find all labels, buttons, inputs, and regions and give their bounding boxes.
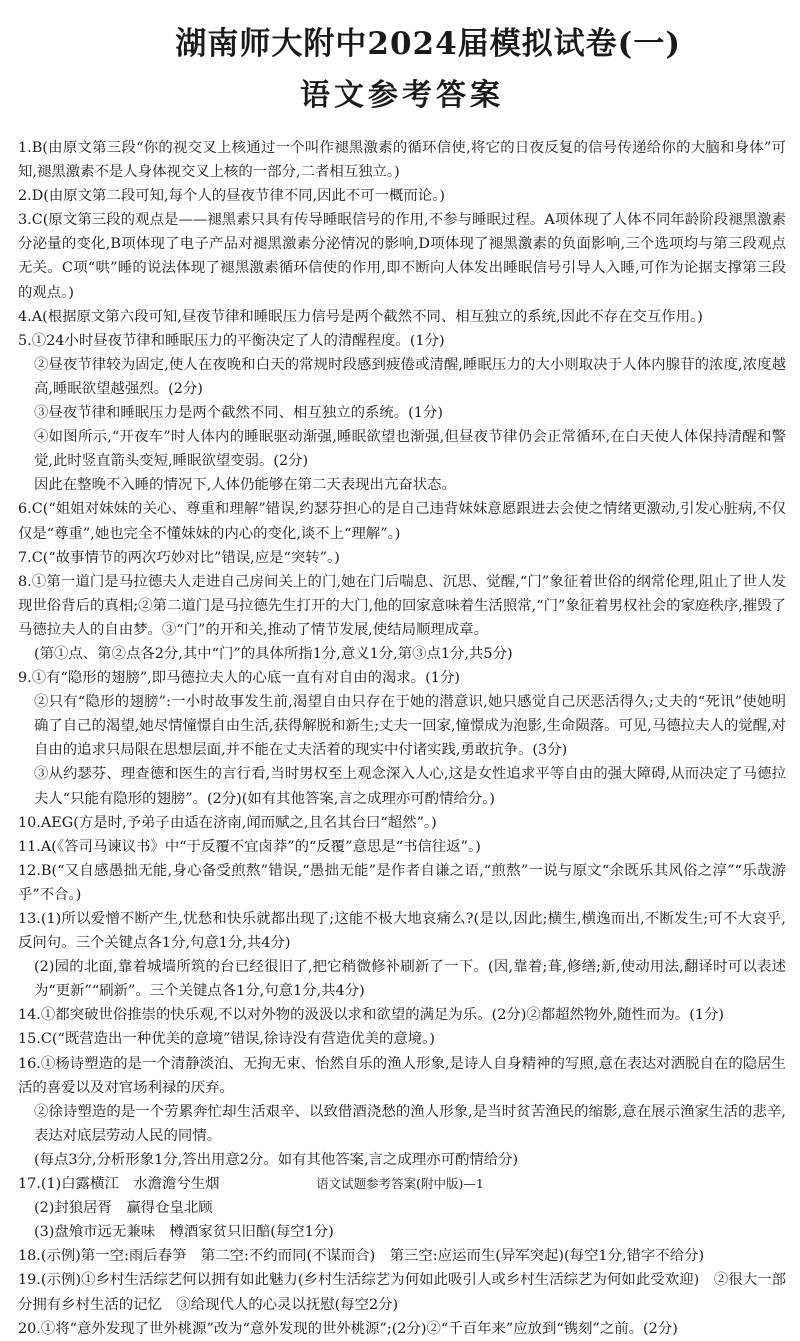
page-footer: 语文试题参考答案(附中版)—1 xyxy=(316,1176,484,1191)
answer-main-line xyxy=(18,666,786,690)
answer-text: (1)所以爱憎不断产生,忧愁和快乐就都出现了;这能不极大地哀痛么?(是以,因此;横生,横逸而出,不断发生;可不大哀乎,反问句。三个关键点各1分,句意1分,共4分) xyxy=(18,911,786,952)
answer-number: 20. xyxy=(18,1320,41,1337)
answer-text: ①杨诗塑造的是一个清静淡泊、无拘无束、怡然自乐的渔人形象,是诗人自身精神的写照,意在表达对洒脱自在的隐居生活的喜爱以及对官场利禄的厌弃。 xyxy=(18,1055,786,1096)
answer-main-line xyxy=(18,570,786,642)
answer-sub-line: (2)园的北面,靠着城墙所筑的台已经很旧了,把它稍微修补刷新了一下。(因,靠着;葺,修缮;新,使动用法,翻译时可以表述为“更新”“刷新”。三个关键点各1分,句意1分,共4分) xyxy=(34,959,786,1000)
answer-number: 16. xyxy=(18,1055,41,1072)
answer-text: (示例)①乡村生活综艺何以拥有如此魅力(乡村生活综艺为何如此吸引人或乡村生活综艺为何如此受欢迎) ②很大一部分拥有乡村生活的记忆 ③给现代人的心灵以抚慰(每空2分) xyxy=(18,1272,786,1313)
answer-main-line xyxy=(18,1268,786,1316)
answer-item xyxy=(18,329,786,498)
answer-text: A(《答司马谏议书》中“于反覆不宜卤莽”的“反覆”意思是“书信往返”。) xyxy=(40,838,481,855)
answer-number: 12. xyxy=(18,862,41,879)
answer-main-line xyxy=(18,859,786,907)
answer-text: D(由原文第二段可知,每个人的昼夜节律不同,因此不可一概而论。) xyxy=(31,188,445,205)
answer-item xyxy=(18,859,786,907)
answer-number: 11. xyxy=(18,838,41,855)
answer-number: 2. xyxy=(18,188,32,205)
answer-list xyxy=(18,136,786,1341)
answer-main-line xyxy=(18,811,786,835)
answer-number: 3. xyxy=(18,212,32,229)
answer-item xyxy=(18,546,786,570)
answer-item xyxy=(18,907,786,1003)
answer-main-line xyxy=(18,1003,786,1027)
answer-text: ①都突破世俗推崇的快乐观,不以对外物的汲汲以求和欲望的满足为乐。(2分)②都超然物外,随性而为。(1分) xyxy=(40,1007,724,1024)
answer-text: B(由原文第三段“你的视交叉上核通过一个叫作褪黑激素的循环信使,将它的日夜反复的信号传递给你的大脑和身体”可知,褪黑激素不是人身体视交叉上核的一部分,二者相互独立。) xyxy=(18,140,786,181)
answer-text: ①有“隐形的翅膀”,即马德拉夫人的心底一直有对自由的渴求。(1分) xyxy=(31,670,460,687)
answer-main-line xyxy=(18,1027,786,1051)
answer-text: A(根据原文第六段可知,昼夜节律和睡眠压力信号是两个截然不同、相互独立的系统,因此不存在交互作用。) xyxy=(31,308,703,325)
answer-item xyxy=(18,1027,786,1051)
answer-main-line xyxy=(18,305,786,329)
answer-number: 15. xyxy=(18,1031,41,1048)
answer-item xyxy=(18,184,786,208)
answer-item xyxy=(18,835,786,859)
answer-item xyxy=(18,1317,786,1341)
answer-main-line xyxy=(18,1317,786,1341)
answer-sub-line: (每点3分,分析形象1分,答出用意2分。如有其他答案,言之成理亦可酌情给分) xyxy=(34,1151,519,1168)
answer-text: ①将“意外发现了世外桃源”改为“意外发现的世外桃源”;(2分)②“千百年来”应放到“镌刻”之前。(2分) xyxy=(40,1320,678,1337)
answer-sub-line: ②只有“隐形的翅膀”:一小时故事发生前,渴望自由只存在于她的潜意识,她只感觉自己厌恶活得久;丈夫的“死讯”使她明确了自己的渴望,她尽情憧憬自由生活,获得解脱和新生;丈夫一回家,憧憬成为泡影,生命陨落。可见,马德拉夫人的觉醒,对自由的追求只局限在思想层面,并不能在丈夫活着的现实中付诸实践,勇敢抗争。(3分) xyxy=(34,694,786,759)
document-title: 语文参考答案 xyxy=(300,78,504,113)
answer-item xyxy=(18,666,786,811)
answer-number: 17. xyxy=(18,1176,41,1193)
answer-text: C(“既营造出一种优美的意境”错误,徐诗没有营造优美的意境。) xyxy=(40,1031,435,1048)
answer-sub-line: ③从约瑟芬、理查德和医生的言行看,当时男权至上观念深入人心,这是女性追求平等自由的强大障碍,从而决定了马德拉夫人“只能有隐形的翅膀”。(2分)(如有其他答案,言之成理亦可酌情给分。) xyxy=(34,766,786,807)
answer-number: 14. xyxy=(18,1007,41,1024)
answer-number: 9. xyxy=(18,670,32,687)
answer-main-line xyxy=(18,907,786,955)
answer-number: 10. xyxy=(18,814,41,831)
answer-main-line xyxy=(18,497,786,545)
answer-main-line xyxy=(18,208,786,304)
answer-item xyxy=(18,305,786,329)
answer-main-line xyxy=(18,329,786,353)
answer-sub-line: ④如图所示,“开夜车”时人体内的睡眠驱动渐强,睡眠欲望也渐强,但昼夜节律仍会正常循环,在白天使人体保持清醒和警觉,此时竖直箭头变短,睡眠欲望变弱。(2分) xyxy=(34,429,786,470)
answer-number: 8. xyxy=(18,573,32,590)
answer-item xyxy=(18,497,786,545)
answer-number: 19. xyxy=(18,1272,41,1289)
answer-number: 6. xyxy=(18,501,32,518)
answer-item xyxy=(18,1003,786,1027)
answer-item xyxy=(18,1052,786,1172)
answer-number: 5. xyxy=(18,332,32,349)
answer-item xyxy=(18,208,786,304)
answer-item xyxy=(18,811,786,835)
answer-main-line xyxy=(18,835,786,859)
answer-main-line xyxy=(18,184,786,208)
answer-text: C(“故事情节的两次巧妙对比”错误,应是“突转”。) xyxy=(31,549,340,566)
answer-number: 7. xyxy=(18,549,32,566)
answer-number: 18. xyxy=(18,1248,41,1265)
answer-main-line xyxy=(18,136,786,184)
answer-number: 4. xyxy=(18,308,32,325)
answer-text: C(原文第三段的观点是——褪黑素只具有传导睡眠信号的作用,不参与睡眠过程。A项体现了人体不同年龄阶段褪黑激素分泌量的变化,B项体现了电子产品对褪黑激素分泌情况的影响,D项体现了褪黑激素的负面影响,三个选项均与第三段观点无关。C项“哄”睡的说法体现了褪黑激素循环信使的作用,即不断向人体发出睡眠信号引导人入睡,可作为论据支撑第三段的观点。) xyxy=(18,212,786,301)
answer-sub-line: (3)盘飧市远无兼味 樽酒家贫只旧醅(每空1分) xyxy=(34,1224,334,1241)
answer-number: 1. xyxy=(18,140,32,156)
answer-main-line xyxy=(18,1052,786,1100)
answer-text: ①24小时昼夜节律和睡眠压力的平衡决定了人的清醒程度。(1分) xyxy=(31,332,445,349)
answer-number: 13. xyxy=(18,911,41,927)
answer-main-line xyxy=(18,1244,786,1268)
answer-sub-line: (2)封狼居胥 赢得仓皇北顾 xyxy=(34,1200,213,1217)
answer-text: AEG(方是时,予弟子由适在济南,闻而赋之,且名其台曰“超然”。) xyxy=(40,814,437,831)
answer-item xyxy=(18,1244,786,1268)
answer-item xyxy=(18,136,786,184)
answer-sub-line: ②昼夜节律较为固定,使人在夜晚和白天的常规时段感到疲倦或清醒,睡眠压力的大小则取决于人体内腺苷的浓度,浓度越高,睡眠欲望越强烈。(2分) xyxy=(34,356,786,397)
answer-item xyxy=(18,570,786,666)
answer-text: C(“姐姐对妹妹的关心、尊重和理解”错误,约瑟芬担心的是自己违背妹妹意愿跟进去会使之情绪更激动,引发心脏病,不仅仅是“尊重”,她也完全不懂妹妹的内心的变化,谈不上“理解”。) xyxy=(18,501,786,542)
answer-text: B(“又自感愚拙无能,身心备受煎熬”错误,“愚拙无能”是作者自谦之语,“煎熬”一说与原文“余既乐其风俗之淳”“乐哉游乎”不合。) xyxy=(18,862,786,903)
answer-sub-line: 因此在整晚不入睡的情况下,人体仍能够在第二天表现出亢奋状态。 xyxy=(34,477,456,494)
answer-text: ①第一道门是马拉德夫人走进自己房间关上的门,她在门后喘息、沉思、觉醒,“门”象征着世俗的纲常伦理,阻止了世人发现世俗背后的真相;②第二道门是马拉德先生打开的大门,他的回家意味着生活照常,“门”象征着男权社会的家庭秩序,摧毁了马德拉夫人的自由梦。③“门”的开和关,推动了情节发展,使结局顺理成章。 xyxy=(18,573,786,638)
answer-main-line xyxy=(18,546,786,570)
school-exam-title: 湖南师大附中2024届模拟试卷(一) xyxy=(175,26,681,62)
answer-item xyxy=(18,1268,786,1316)
answer-text: (示例)第一空:雨后春笋 第二空:不约而同(不谋而合) 第三空:应运而生(异军突起)(每空1分,错字不给分) xyxy=(40,1248,705,1265)
answer-sub-line: (第①点、第②点各2分,其中“门”的具体所指1分,意义1分,第③点1分,共5分) xyxy=(34,645,513,662)
answer-sub-line: ②徐诗塑造的是一个劳累奔忙却生活艰辛、以致借酒浇愁的渔人形象,是当时贫苦渔民的缩影,意在展示渔家生活的悲辛,表达对底层劳动人民的同情。 xyxy=(34,1103,786,1144)
answer-text: (1)白露横江 水澹澹兮生烟 xyxy=(40,1176,220,1193)
answer-sub-line: ③昼夜节律和睡眠压力是两个截然不同、相互独立的系统。(1分) xyxy=(34,405,443,422)
